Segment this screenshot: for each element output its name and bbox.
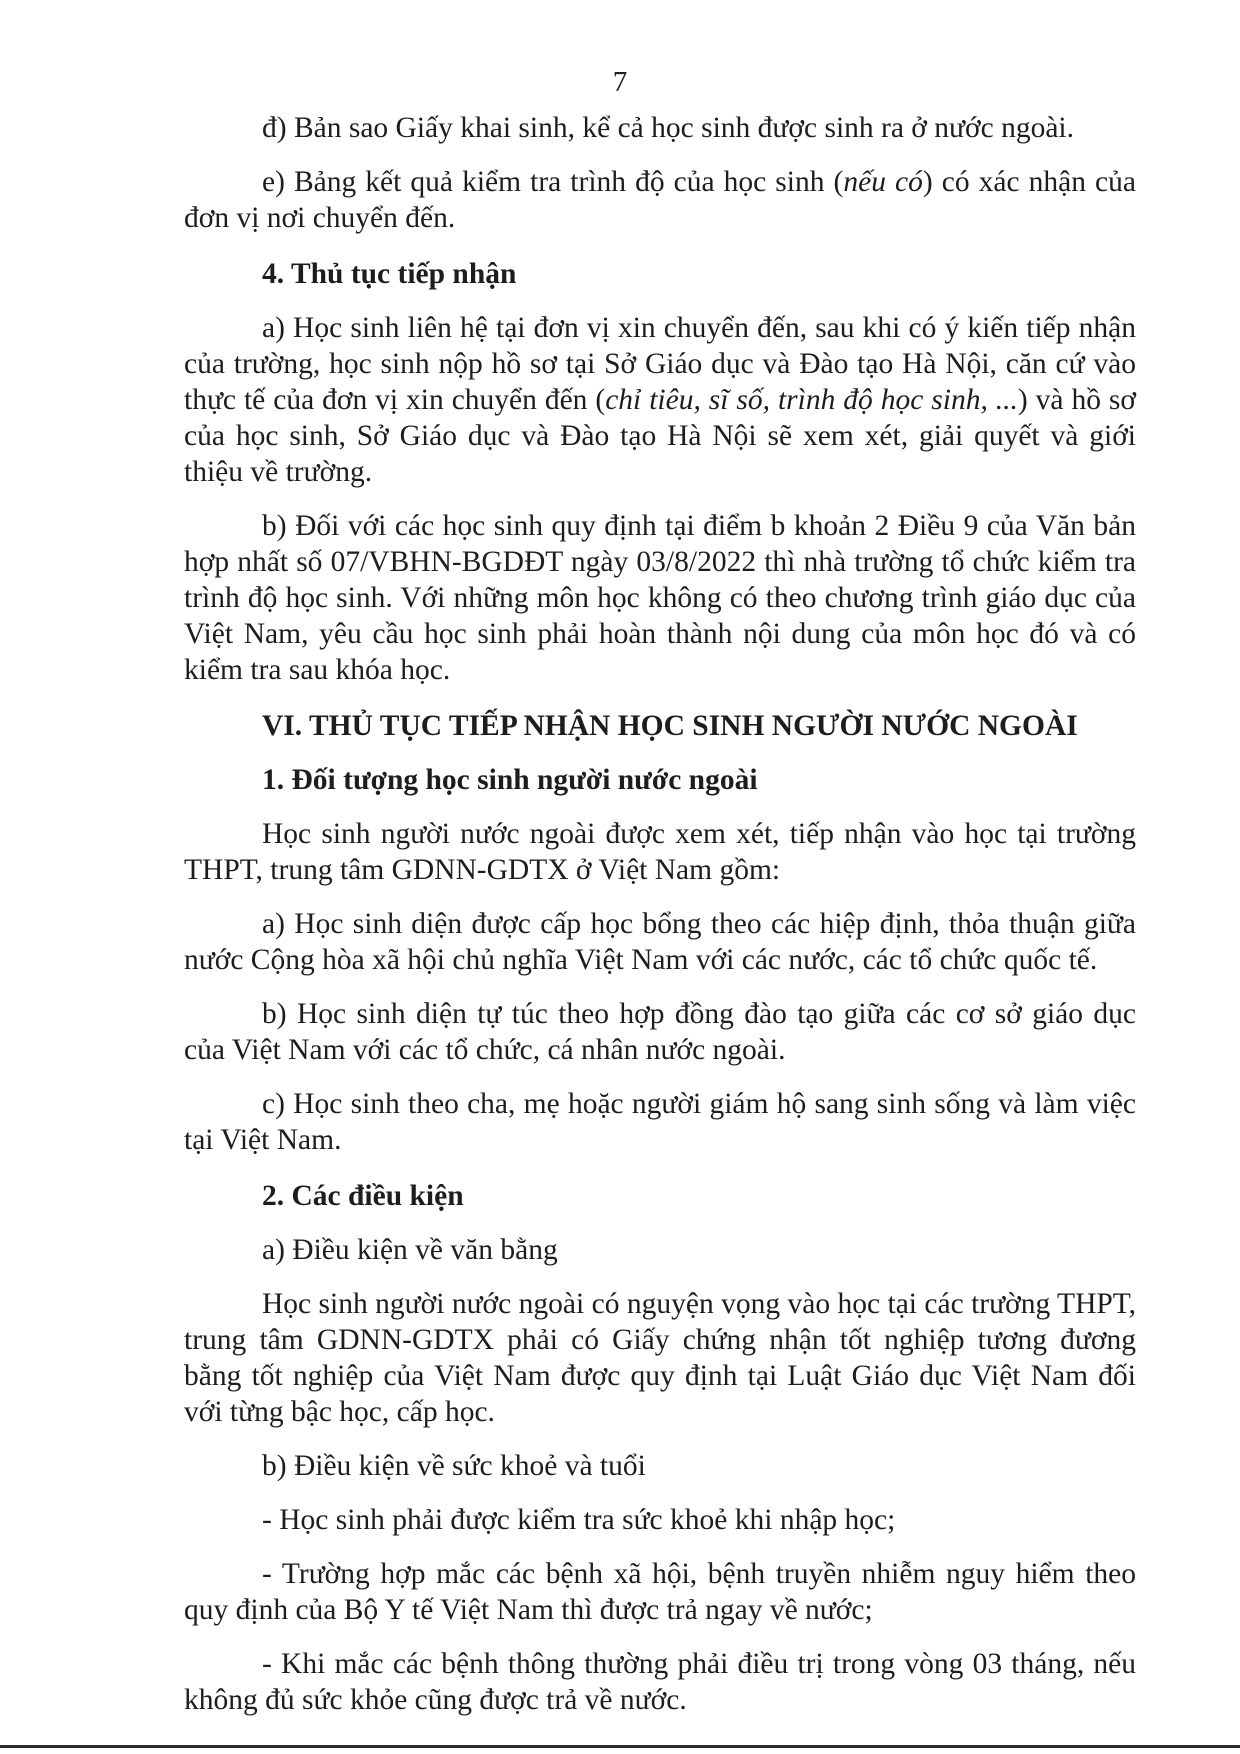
paragraph-b-level-test: b) Đối với các học sinh quy định tại điểm b khoản 2 Điều 9 của Văn bản hợp nhất số 07/VBHN-BGDĐT ngày 03/8/2022 thì nhà trường tổ chức kiểm tra trình độ học sinh. Với những môn học không có theo chương trình giáo dục của Việt Nam, yêu cầu học sinh phải hoàn thành nội dung của môn học đó và có kiểm tra sau khóa học.: [184, 510, 1136, 686]
emphasis-text: nếu có: [843, 166, 923, 198]
page-number: 7: [612, 66, 628, 98]
paragraph-b-self-funded: b) Học sinh diện tự túc theo hợp đồng đào tạo giữa các cơ sở giáo dục của Việt Nam với các tổ chức, cá nhân nước ngoài.: [184, 998, 1136, 1066]
text-span: e) Bảng kết quả kiểm tra trình độ của học sinh (: [262, 166, 844, 198]
paragraph-a-reception: [184, 310, 1136, 490]
emphasis-text: chỉ tiêu, sĩ số, trình độ học sinh, ...: [605, 384, 1018, 416]
text-span: a) Học sinh liên hệ tại đơn vị xin chuyển đến, sau khi có ý kiến tiếp nhận của trường, học sinh nộp hồ sơ tại Sở Giáo dục và Đào tạo Hà Nội, căn cứ vào thực tế của đơn vị xin chuyển đến (: [184, 312, 1136, 416]
paragraph-e-test-results: [184, 164, 1136, 236]
paragraph-a-scholarship: a) Học sinh diện được cấp học bổng theo các hiệp định, thỏa thuận giữa nước Cộng hòa xã hội chủ nghĩa Việt Nam với các nước, các tổ chức quốc tế.: [184, 908, 1136, 976]
heading-foreign-students: 1. Đối tượng học sinh người nước ngoài: [262, 764, 758, 796]
bullet-infectious-disease: - Trường hợp mắc các bệnh xã hội, bệnh truyền nhiễm nguy hiểm theo quy định của Bộ Y tế Việt Nam thì được trả ngay về nước;: [184, 1558, 1136, 1626]
paragraph-a-diploma-condition: a) Điều kiện về văn bằng: [262, 1234, 558, 1266]
text-span: ) và hồ sơ của học sinh, Sở Giáo dục và Đào tạo Hà Nội sẽ xem xét, giải quyết và giới thiệu về trường.: [184, 384, 1137, 488]
heading-reception-procedure: 4. Thủ tục tiếp nhận: [262, 258, 517, 290]
text-span: ) có xác nhận của đơn vị nơi chuyển đến.: [184, 166, 1136, 234]
section-heading-vi: VI. THỦ TỤC TIẾP NHẬN HỌC SINH NGƯỜI NƯỚC NGOÀI: [262, 710, 1078, 742]
paragraph-c-with-parents: c) Học sinh theo cha, mẹ hoặc người giám hộ sang sinh sống và làm việc tại Việt Nam.: [184, 1088, 1136, 1156]
paragraph-b-health-age: b) Điều kiện về sức khoẻ và tuổi: [262, 1450, 646, 1482]
bullet-common-illness: - Khi mắc các bệnh thông thường phải điều trị trong vòng 03 tháng, nếu không đủ sức khỏe cũng được trả về nước.: [184, 1648, 1136, 1716]
document-body: [184, 110, 1136, 1718]
paragraph-d-birth-certificate: đ) Bản sao Giấy khai sinh, kể cả học sinh được sinh ra ở nước ngoài.: [262, 112, 1074, 144]
heading-conditions: 2. Các điều kiện: [262, 1180, 464, 1212]
paragraph-eligibility-intro: Học sinh người nước ngoài được xem xét, tiếp nhận vào học tại trường THPT, trung tâm GDNN-GDTX ở Việt Nam gồm:: [184, 818, 1136, 886]
scan-edge-line: [0, 1745, 1240, 1748]
bullet-health-check: - Học sinh phải được kiểm tra sức khoẻ khi nhập học;: [262, 1504, 896, 1536]
paragraph-diploma-details: Học sinh người nước ngoài có nguyện vọng vào học tại các trường THPT, trung tâm GDNN-GDTX phải có Giấy chứng nhận tốt nghiệp tương đương bằng tốt nghiệp của Việt Nam được quy định tại Luật Giáo dục Việt Nam đối với từng bậc học, cấp học.: [184, 1288, 1136, 1428]
